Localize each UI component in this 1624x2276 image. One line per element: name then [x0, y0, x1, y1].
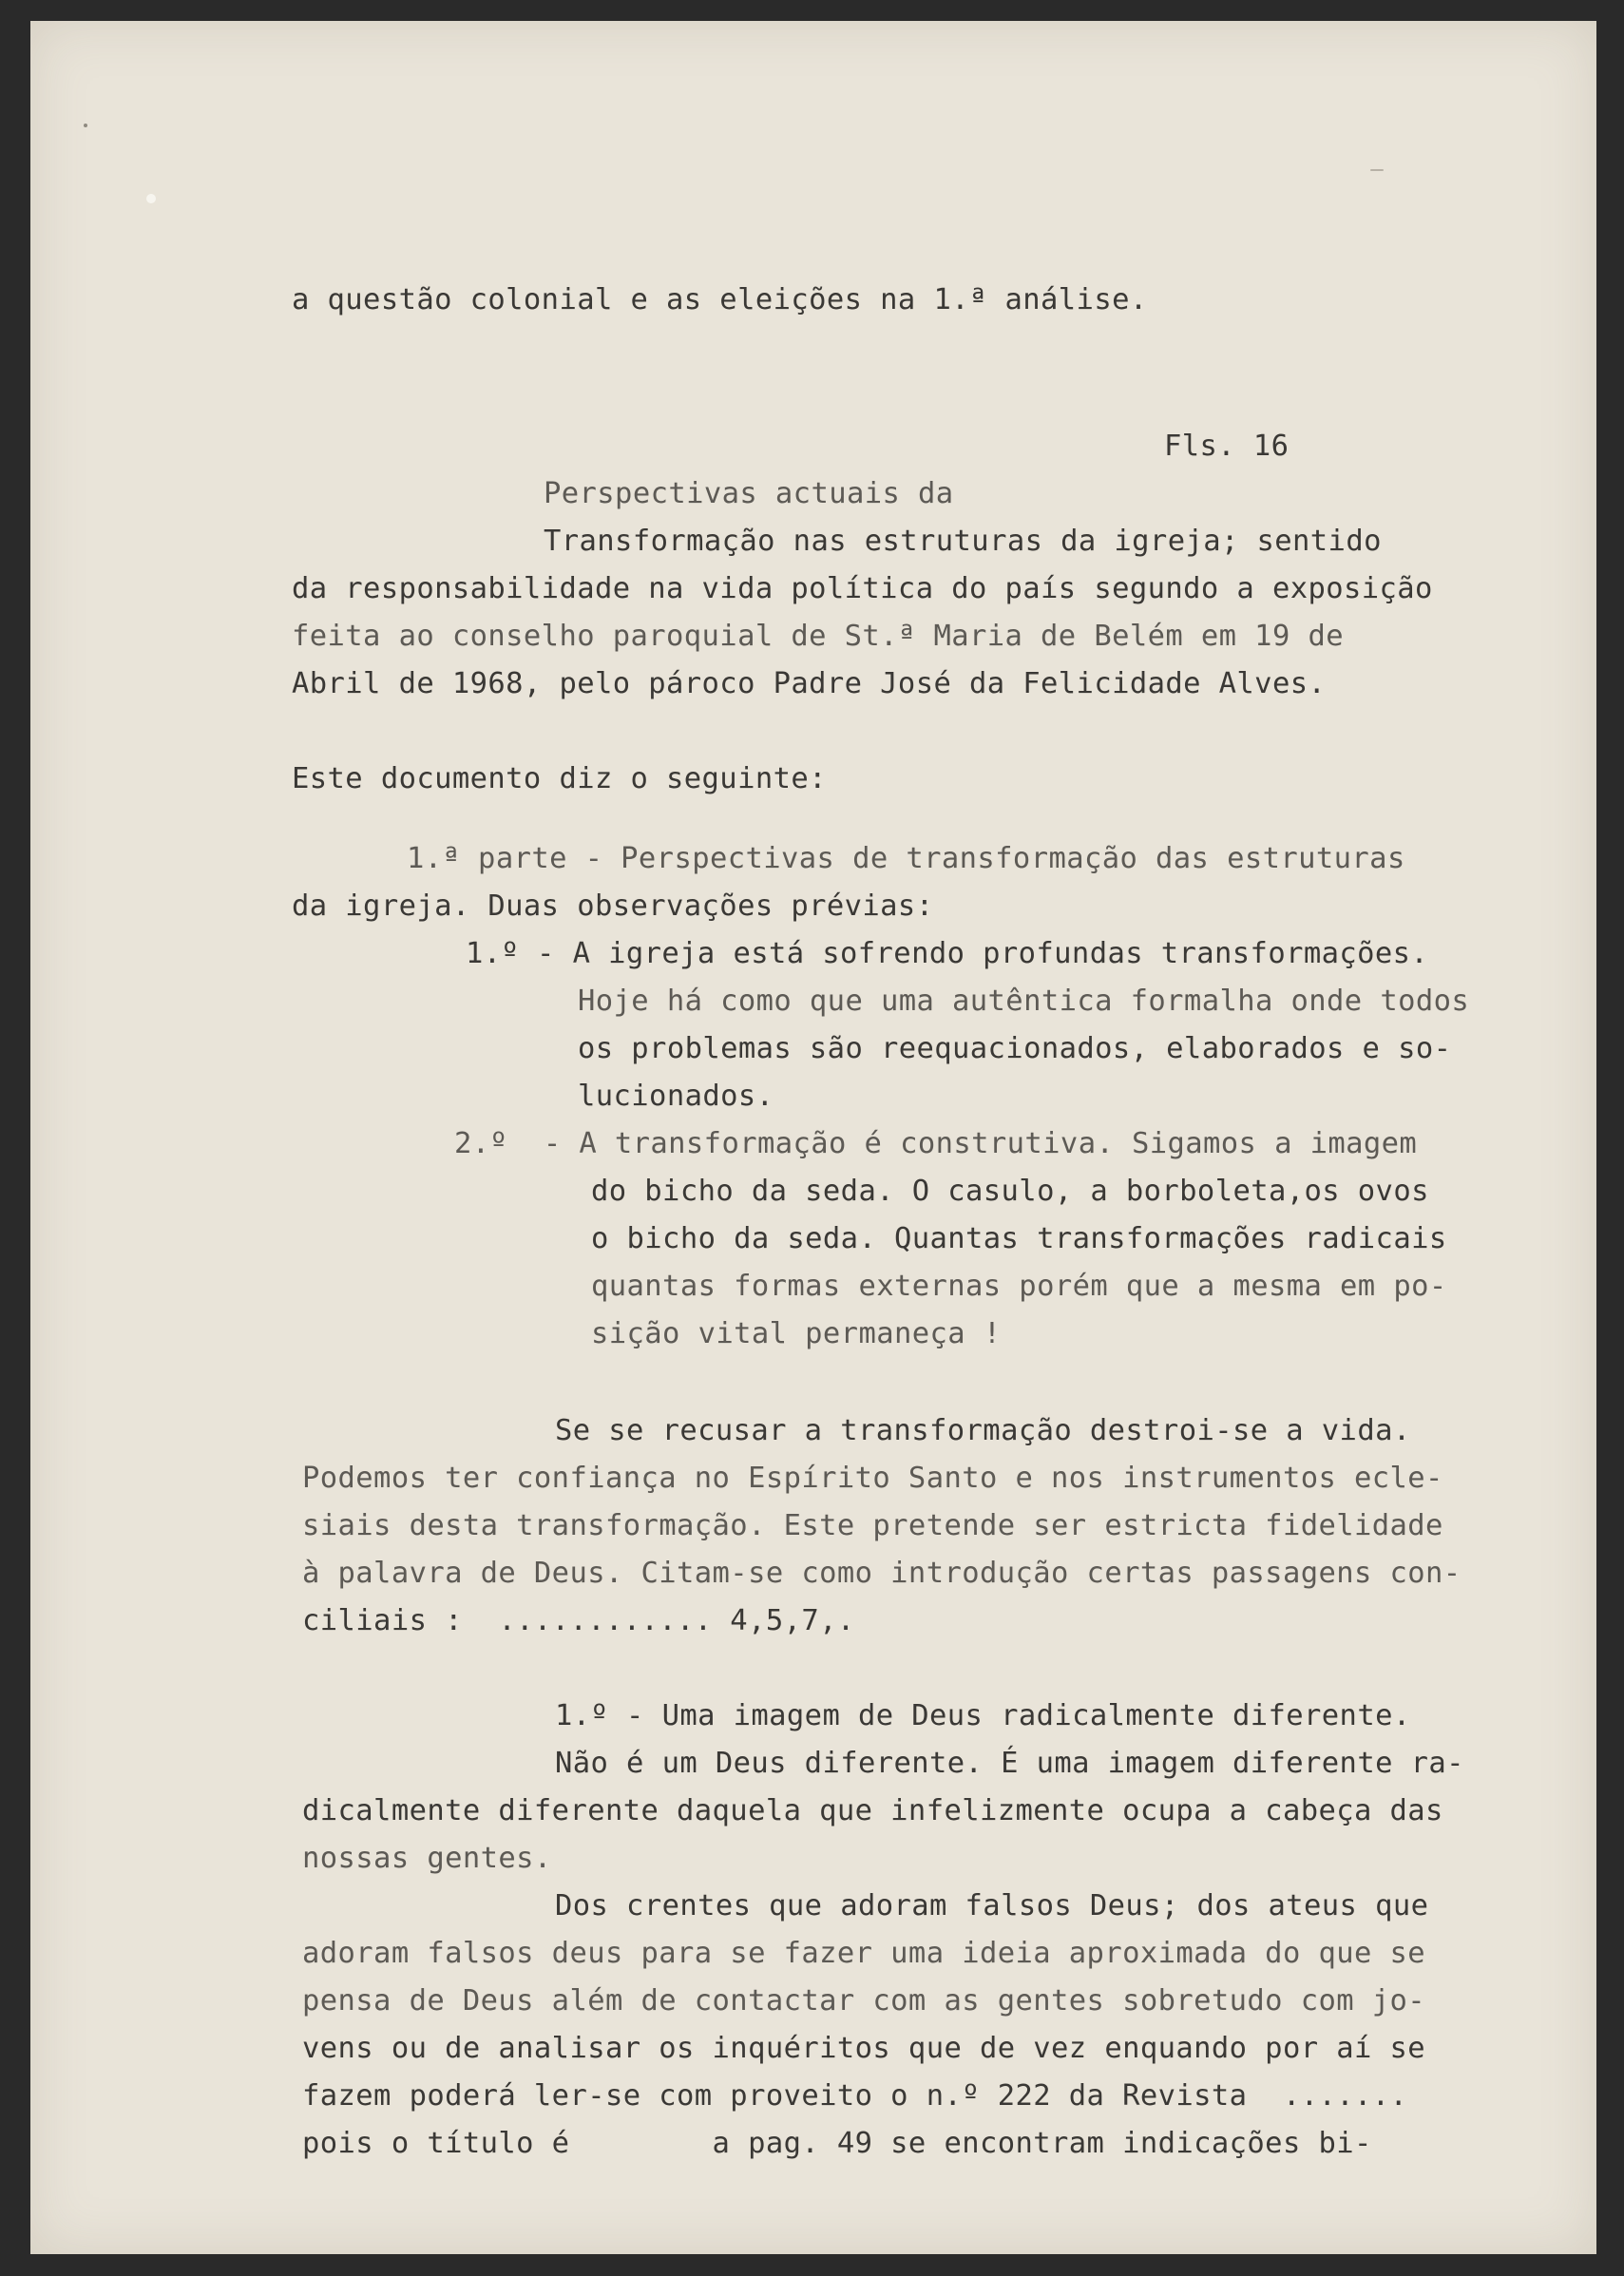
text-line: 2.º - A transformação é construtiva. Sigamos a imagem — [454, 1127, 1418, 1160]
text-line: 1.º - A igreja está sofrendo profundas transformações. — [466, 937, 1429, 970]
text-line: adoram falsos deus para se fazer uma ideia aproximada do que se — [302, 1937, 1426, 1970]
text-line: o bicho da seda. Quantas transformações radicais — [591, 1222, 1447, 1255]
document-page — [30, 21, 1596, 2254]
text-line: da igreja. Duas observações prévias: — [292, 889, 934, 923]
text-line: Este documento diz o seguinte: — [292, 762, 827, 795]
text-line: do bicho da seda. O casulo, a borboleta,os ovos — [591, 1175, 1429, 1208]
text-line: quantas formas externas porém que a mesma em po- — [591, 1270, 1447, 1303]
text-line: à palavra de Deus. Citam-se como introdução certas passagens con- — [302, 1557, 1462, 1590]
paper-speck — [146, 194, 156, 203]
text-line: fazem poderá ler-se com proveito o n.º 222 da Revista ....... — [302, 2079, 1408, 2113]
text-line: pensa de Deus além de contactar com as gentes sobretudo com jo- — [302, 1984, 1426, 2018]
text-line: Abril de 1968, pelo pároco Padre José da Felicidade Alves. — [292, 667, 1327, 700]
text-line: Transformação nas estruturas da igreja; sentido — [544, 525, 1382, 558]
text-line: os problemas são reequacionados, elaborados e so- — [578, 1032, 1452, 1065]
text-line: Perspectivas actuais da — [544, 477, 954, 510]
paper-speck — [84, 124, 87, 127]
text-line: lucionados. — [578, 1080, 774, 1113]
text-line: Se se recusar a transformação destroi-se a vida. — [555, 1414, 1411, 1447]
text-line: Dos crentes que adoram falsos Deus; dos ateus que — [555, 1889, 1429, 1922]
text-line: sição vital permaneça ! — [591, 1317, 1002, 1350]
folio-number: Fls. 16 — [1164, 430, 1290, 463]
text-line: Podemos ter confiança no Espírito Santo e nos instrumentos ecle- — [302, 1462, 1443, 1495]
text-line: 1.º - Uma imagem de Deus radicalmente diferente. — [555, 1699, 1411, 1732]
text-line: Hoje há como que uma autêntica formalha onde todos — [578, 985, 1470, 1018]
text-line: pois o título é a pag. 49 se encontram indicações bi- — [302, 2127, 1372, 2160]
text-line: nossas gentes. — [302, 1842, 552, 1875]
text-line: vens ou de analisar os inquéritos que de vez enquando por aí se — [302, 2032, 1426, 2065]
text-line: 1.ª parte - Perspectivas de transformação das estruturas — [407, 842, 1405, 875]
text-line: Não é um Deus diferente. É uma imagem diferente ra- — [555, 1747, 1464, 1780]
document-heading: a questão colonial e as eleições na 1.ª análise. — [292, 283, 1148, 316]
text-line: feita ao conselho paroquial de St.ª Maria de Belém em 19 de — [292, 620, 1344, 653]
text-line: ciliais : ............ 4,5,7,. — [302, 1604, 855, 1637]
text-line: da responsabilidade na vida política do país segundo a exposição — [292, 572, 1433, 605]
text-line: siais desta transformação. Este pretende ser estricta fidelidade — [302, 1509, 1443, 1542]
text-line: dicalmente diferente daquela que infelizmente ocupa a cabeça das — [302, 1794, 1443, 1827]
paper-speck — [1370, 169, 1384, 171]
